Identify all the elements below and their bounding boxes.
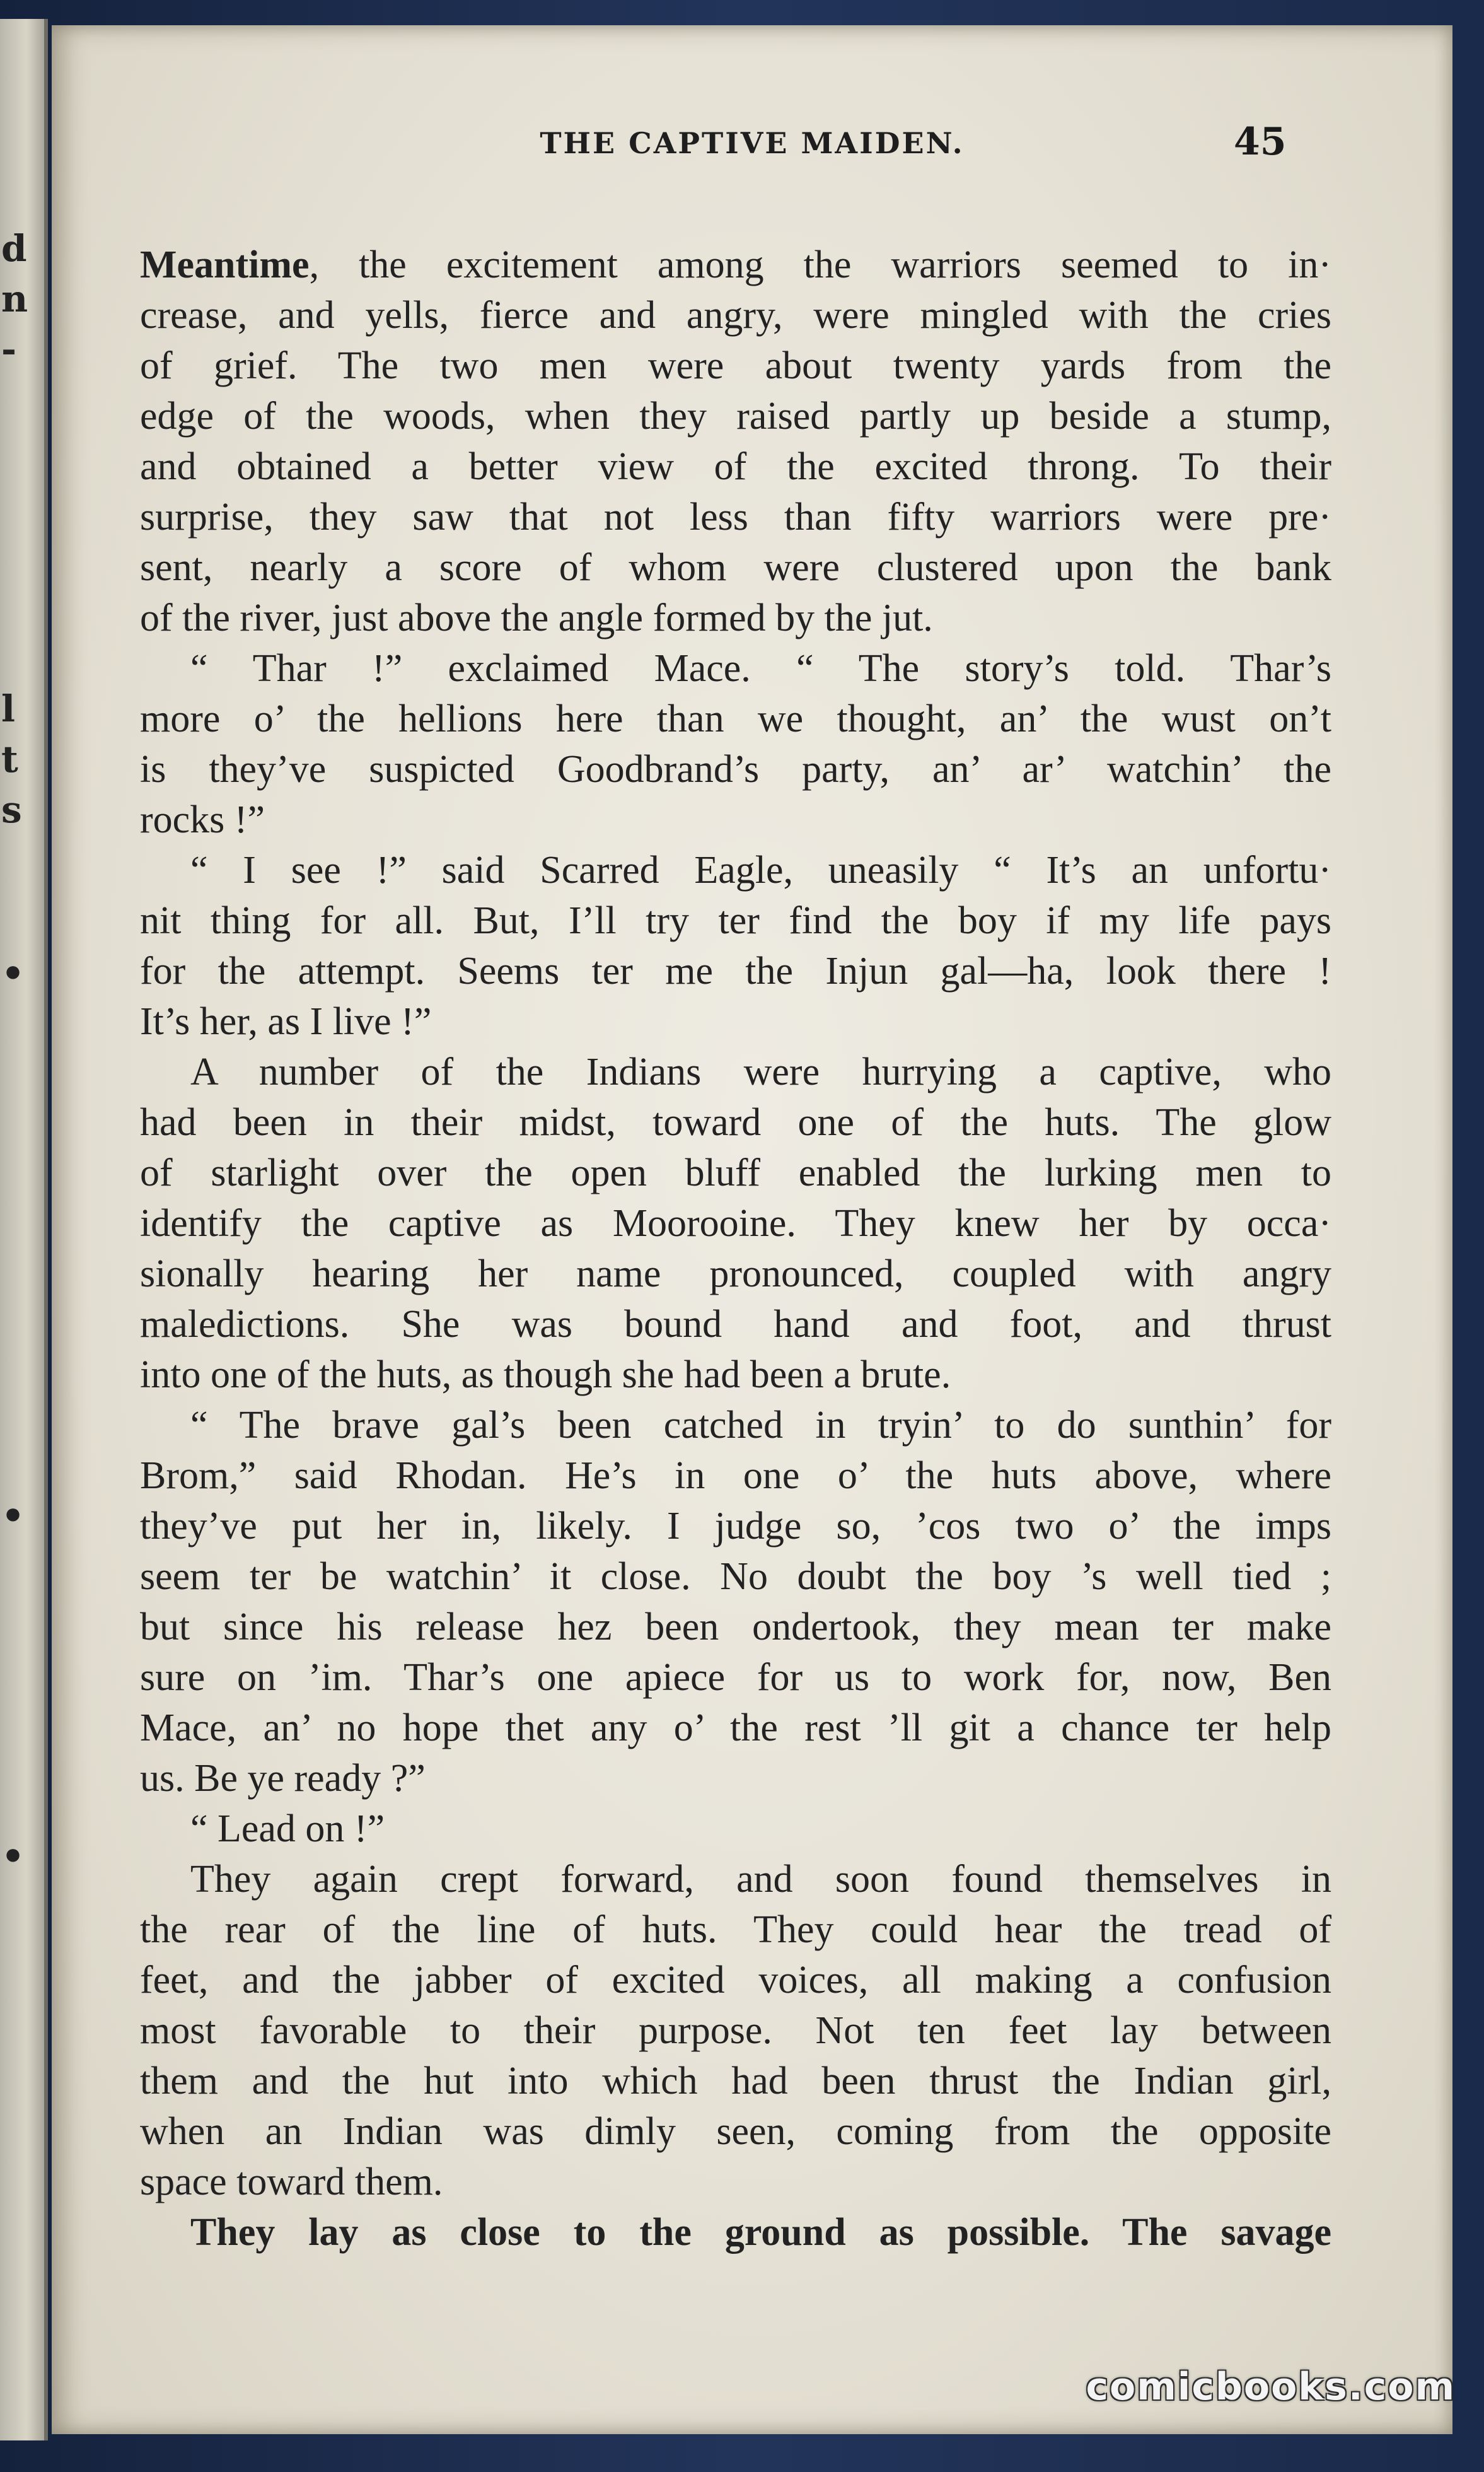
previous-page-glyph: •	[1, 952, 25, 995]
text-line: but since his release hez been ondertook, they mean ter make	[140, 1606, 1331, 1648]
previous-page-glyph: •	[1, 1835, 25, 1878]
text-line: them and the hut into which had been thrust the Indian girl,	[140, 2060, 1331, 2102]
text-line: Brom,” said Rhodan. He’s in one o’ the huts above, where	[140, 1454, 1331, 1497]
text-line: is they’ve suspicted Goodbrand’s party, an’ ar’ watchin’ the	[140, 748, 1331, 791]
body-text	[140, 240, 1331, 2258]
text-line: of starlight over the open bluff enabled the lurking men to	[140, 1151, 1331, 1194]
running-head: THE CAPTIVE MAIDEN.	[540, 126, 965, 160]
text-line: sent, nearly a score of whom were clustered upon the bank	[140, 546, 1331, 589]
previous-page-glyph: l	[1, 687, 16, 730]
page-number: 45	[1234, 120, 1287, 164]
text-line: had been in their midst, toward one of the huts. The glow	[140, 1101, 1331, 1144]
text-line: sure on ’im. Thar’s one apiece for us to work for, now, Ben	[140, 1656, 1331, 1699]
text-line: when an Indian was dimly seen, coming from the opposite	[140, 2110, 1331, 2153]
text-line: Meantime, the excitement among the warriors seemed to in·	[140, 243, 1331, 286]
text-line: edge of the woods, when they raised partly up beside a stump,	[140, 395, 1331, 438]
text-line: “ Thar !” exclaimed Mace. “ The story’s told. Thar’s	[190, 647, 1331, 690]
text-line: seem ter be watchin’ it close. No doubt the boy ’s well tied ;	[140, 1555, 1331, 1598]
text-line: of the river, just above the angle formed by the jut.	[140, 597, 933, 639]
text-line: more o’ the hellions here than we thought, an’ the wust on’t	[140, 697, 1331, 740]
previous-page-glyph: t	[1, 738, 18, 781]
previous-page-glyph: d	[1, 227, 27, 270]
text-line: feet, and the jabber of excited voices, all making a confusion	[140, 1959, 1331, 2002]
text-line: into one of the huts, as though she had been a brute.	[140, 1353, 951, 1396]
previous-page-glyph: n	[1, 277, 28, 320]
text-line: most favorable to their purpose. Not ten feet lay between	[140, 2009, 1331, 2052]
text-line: they’ve put her in, likely. I judge so, ’cos two o’ the imps	[140, 1505, 1331, 1548]
text-line: “ The brave gal’s been catched in tryin’ to do sunthin’ for	[190, 1404, 1331, 1447]
previous-page-edge	[0, 19, 48, 2440]
previous-page-glyph: -	[1, 328, 17, 371]
text-line: and obtained a better view of the excited throng. To their	[140, 445, 1331, 488]
previous-page-glyph: •	[1, 1495, 25, 1537]
text-line: maledictions. She was bound hand and foot, and thrust	[140, 1303, 1331, 1346]
watermark-logo: comicbooks.com	[1086, 2365, 1456, 2409]
text-line: It’s her, as I live !”	[140, 1000, 432, 1043]
text-line: crease, and yells, fierce and angry, were mingled with the cries	[140, 294, 1331, 337]
text-line: Mace, an’ no hope thet any o’ the rest ’ll git a chance ter help	[140, 1706, 1331, 1749]
text-line: “ I see !” said Scarred Eagle, uneasily “ It’s an unfortu·	[190, 849, 1331, 892]
text-line: They again crept forward, and soon found themselves in	[190, 1858, 1331, 1901]
previous-page-glyph: s	[1, 788, 22, 831]
text-line: sionally hearing her name pronounced, coupled with angry	[140, 1252, 1331, 1295]
text-line: “ Lead on !”	[190, 1807, 385, 1850]
text-line: rocks !”	[140, 798, 265, 841]
text-line: A number of the Indians were hurrying a captive, who	[190, 1051, 1331, 1093]
text-line: identify the captive as Moorooine. They knew her by occa·	[140, 1202, 1331, 1245]
text-line: They lay as close to the ground as possible. The savage	[190, 2211, 1331, 2254]
book-page	[52, 25, 1452, 2434]
text-line: of grief. The two men were about twenty yards from the	[140, 344, 1331, 387]
text-line: us. Be ye ready ?”	[140, 1757, 426, 1800]
text-line: nit thing for all. But, I’ll try ter find the boy if my life pays	[140, 899, 1331, 942]
text-line: for the attempt. Seems ter me the Injun gal—ha, look there !	[140, 950, 1331, 993]
text-line: surprise, they saw that not less than fifty warriors were pre·	[140, 496, 1331, 539]
text-line: space toward them.	[140, 2160, 443, 2203]
text-line: the rear of the line of huts. They could hear the tread of	[140, 1908, 1331, 1951]
